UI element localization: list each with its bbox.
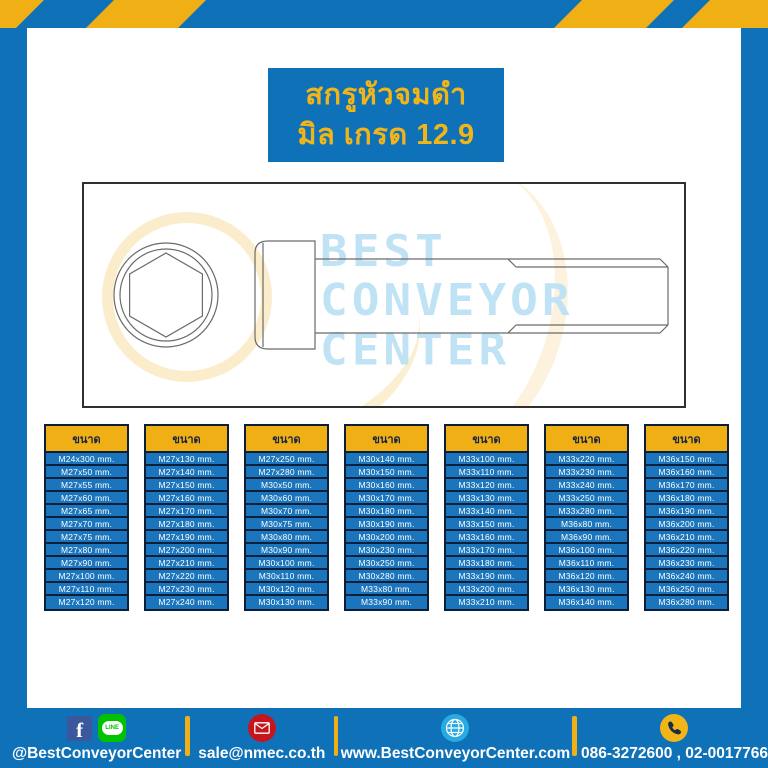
size-cell: M36x140 mm. [546, 596, 627, 609]
size-cell: M30x200 mm. [346, 531, 427, 544]
size-cell: M30x50 mm. [246, 479, 327, 492]
product-title-line2: มิล เกรด 12.9 [297, 119, 475, 151]
size-cell: M30x75 mm. [246, 518, 327, 531]
size-column-header: ขนาด [346, 426, 427, 453]
size-cell: M30x230 mm. [346, 544, 427, 557]
size-cell: M27x210 mm. [146, 557, 227, 570]
size-column-header: ขนาด [46, 426, 127, 453]
size-cell: M33x120 mm. [446, 479, 527, 492]
size-list [346, 453, 427, 609]
phone-icon[interactable] [660, 714, 688, 742]
footer-divider [185, 716, 190, 756]
size-cell: M33x160 mm. [446, 531, 527, 544]
footer-divider [572, 716, 577, 756]
watermark-line: CENTER [320, 323, 511, 376]
size-table-column-6 [544, 424, 629, 611]
size-cell: M27x190 mm. [146, 531, 227, 544]
size-cell: M33x190 mm. [446, 570, 527, 583]
size-cell: M36x240 mm. [646, 570, 727, 583]
size-cell: M30x190 mm. [346, 518, 427, 531]
size-cell: M27x55 mm. [46, 479, 127, 492]
size-cell: M36x150 mm. [646, 453, 727, 466]
globe-icon[interactable] [441, 714, 469, 742]
size-cell: M36x110 mm. [546, 557, 627, 570]
size-cell: M36x100 mm. [546, 544, 627, 557]
size-column-header: ขนาด [246, 426, 327, 453]
size-cell: M36x190 mm. [646, 505, 727, 518]
socket-head-screw-diagram [84, 184, 684, 406]
size-cell: M36x160 mm. [646, 466, 727, 479]
size-cell: M30x80 mm. [246, 531, 327, 544]
size-cell: M30x160 mm. [346, 479, 427, 492]
email-icon[interactable] [248, 714, 276, 742]
size-cell: M27x120 mm. [46, 596, 127, 609]
size-cell: M24x300 mm. [46, 453, 127, 466]
size-cell: M27x230 mm. [146, 583, 227, 596]
social-handle-label[interactable]: @BestConveyorCenter [12, 745, 182, 762]
size-cell: M33x210 mm. [446, 596, 527, 609]
size-cell: M30x280 mm. [346, 570, 427, 583]
thread-start-chamfer-top [508, 259, 516, 267]
size-cell: M27x65 mm. [46, 505, 127, 518]
size-cell: M27x130 mm. [146, 453, 227, 466]
size-list [546, 453, 627, 609]
size-list [146, 453, 227, 609]
size-table-column-2 [144, 424, 229, 611]
size-cell: M27x80 mm. [46, 544, 127, 557]
size-cell: M30x140 mm. [346, 453, 427, 466]
size-cell: M30x180 mm. [346, 505, 427, 518]
size-cell: M36x180 mm. [646, 492, 727, 505]
size-cell: M36x90 mm. [546, 531, 627, 544]
screw-technical-drawing [82, 182, 686, 408]
size-cell: M27x110 mm. [46, 583, 127, 596]
size-cell: M27x90 mm. [46, 557, 127, 570]
size-cell: M27x180 mm. [146, 518, 227, 531]
size-list [246, 453, 327, 609]
hazard-stripe [674, 0, 768, 28]
size-cell: M27x70 mm. [46, 518, 127, 531]
size-cell: M30x130 mm. [246, 596, 327, 609]
size-cell: M33x80 mm. [346, 583, 427, 596]
size-cell: M33x110 mm. [446, 466, 527, 479]
phone-numbers-label[interactable]: 086-3272600 , 02-0017766 [580, 745, 768, 762]
size-cell: M33x180 mm. [446, 557, 527, 570]
size-cell: M36x220 mm. [646, 544, 727, 557]
size-column-header: ขนาด [446, 426, 527, 453]
facebook-icon-letter: f [76, 717, 84, 742]
size-cell: M33x240 mm. [546, 479, 627, 492]
size-cell: M30x150 mm. [346, 466, 427, 479]
size-cell: M27x250 mm. [246, 453, 327, 466]
size-table-column-1 [44, 424, 129, 611]
size-list [646, 453, 727, 609]
facebook-icon[interactable] [67, 716, 92, 741]
line-speech-bubble [102, 721, 123, 735]
size-table-column-5 [444, 424, 529, 611]
watermark-line: CONVEYOR [320, 274, 574, 326]
size-cell: M27x220 mm. [146, 570, 227, 583]
size-column-header: ขนาด [546, 426, 627, 453]
hazard-stripe [78, 0, 210, 28]
size-cell: M36x80 mm. [546, 518, 627, 531]
size-cell: M27x140 mm. [146, 466, 227, 479]
email-label[interactable]: sale@nmec.co.th [198, 745, 326, 762]
size-cell: M36x210 mm. [646, 531, 727, 544]
size-cell: M30x250 mm. [346, 557, 427, 570]
size-cell: M33x250 mm. [546, 492, 627, 505]
tip-chamfer-top [660, 259, 668, 267]
hazard-stripe [0, 0, 48, 28]
size-cell: M30x70 mm. [246, 505, 327, 518]
size-cell: M30x170 mm. [346, 492, 427, 505]
facebook-line-contact[interactable] [12, 708, 181, 768]
size-cell: M27x60 mm. [46, 492, 127, 505]
thread-start-chamfer-bottom [508, 325, 516, 333]
screw-head-side [255, 241, 315, 349]
email-contact[interactable] [194, 708, 330, 768]
size-table-column-3 [244, 424, 329, 611]
size-column-header: ขนาด [646, 426, 727, 453]
size-cell: M36x170 mm. [646, 479, 727, 492]
size-cell: M27x240 mm. [146, 596, 227, 609]
size-cell: M36x130 mm. [546, 583, 627, 596]
size-cell: M33x100 mm. [446, 453, 527, 466]
product-title-line1: สกรูหัวจมดำ [305, 79, 467, 111]
contact-footer-bar [0, 708, 768, 768]
size-cell: M27x280 mm. [246, 466, 327, 479]
size-cell: M33x230 mm. [546, 466, 627, 479]
size-cell: M27x100 mm. [46, 570, 127, 583]
right-border-stripe [741, 24, 768, 768]
website-contact[interactable] [340, 708, 571, 768]
size-cell: M33x150 mm. [446, 518, 527, 531]
size-cell: M27x200 mm. [146, 544, 227, 557]
hazard-stripe [546, 0, 678, 28]
product-title-box [268, 68, 504, 162]
size-cell: M33x90 mm. [346, 596, 427, 609]
hex-socket-outline [130, 253, 203, 337]
size-cell: M30x110 mm. [246, 570, 327, 583]
size-cell: M30x90 mm. [246, 544, 327, 557]
size-cell: M33x220 mm. [546, 453, 627, 466]
size-cell: M27x160 mm. [146, 492, 227, 505]
size-cell: M36x250 mm. [646, 583, 727, 596]
phone-contact[interactable] [581, 708, 768, 768]
size-cell: M33x200 mm. [446, 583, 527, 596]
size-tables [44, 424, 729, 611]
size-table-column-4 [344, 424, 429, 611]
size-cell: M30x100 mm. [246, 557, 327, 570]
line-app-icon[interactable] [98, 714, 126, 742]
size-cell: M33x130 mm. [446, 492, 527, 505]
left-border-stripe [0, 24, 27, 768]
website-label[interactable]: www.BestConveyorCenter.com [340, 745, 571, 762]
size-list [46, 453, 127, 609]
size-cell: M30x120 mm. [246, 583, 327, 596]
line-icon-label: LINE [105, 725, 119, 731]
size-cell: M27x170 mm. [146, 505, 227, 518]
size-cell: M27x50 mm. [46, 466, 127, 479]
head-inner-circle [120, 249, 212, 341]
size-cell: M27x75 mm. [46, 531, 127, 544]
footer-divider [334, 716, 339, 756]
size-cell: M36x200 mm. [646, 518, 727, 531]
size-cell: M33x140 mm. [446, 505, 527, 518]
size-cell: M30x60 mm. [246, 492, 327, 505]
size-table-column-7 [644, 424, 729, 611]
size-cell: M27x150 mm. [146, 479, 227, 492]
size-list [446, 453, 527, 609]
size-cell: M33x170 mm. [446, 544, 527, 557]
size-column-header: ขนาด [146, 426, 227, 453]
watermark-line: BEST [320, 224, 447, 277]
top-hazard-band [0, 0, 768, 28]
size-cell: M36x230 mm. [646, 557, 727, 570]
size-cell: M36x280 mm. [646, 596, 727, 609]
size-cell: M33x280 mm. [546, 505, 627, 518]
tip-chamfer-bottom [660, 325, 668, 333]
size-cell: M36x120 mm. [546, 570, 627, 583]
